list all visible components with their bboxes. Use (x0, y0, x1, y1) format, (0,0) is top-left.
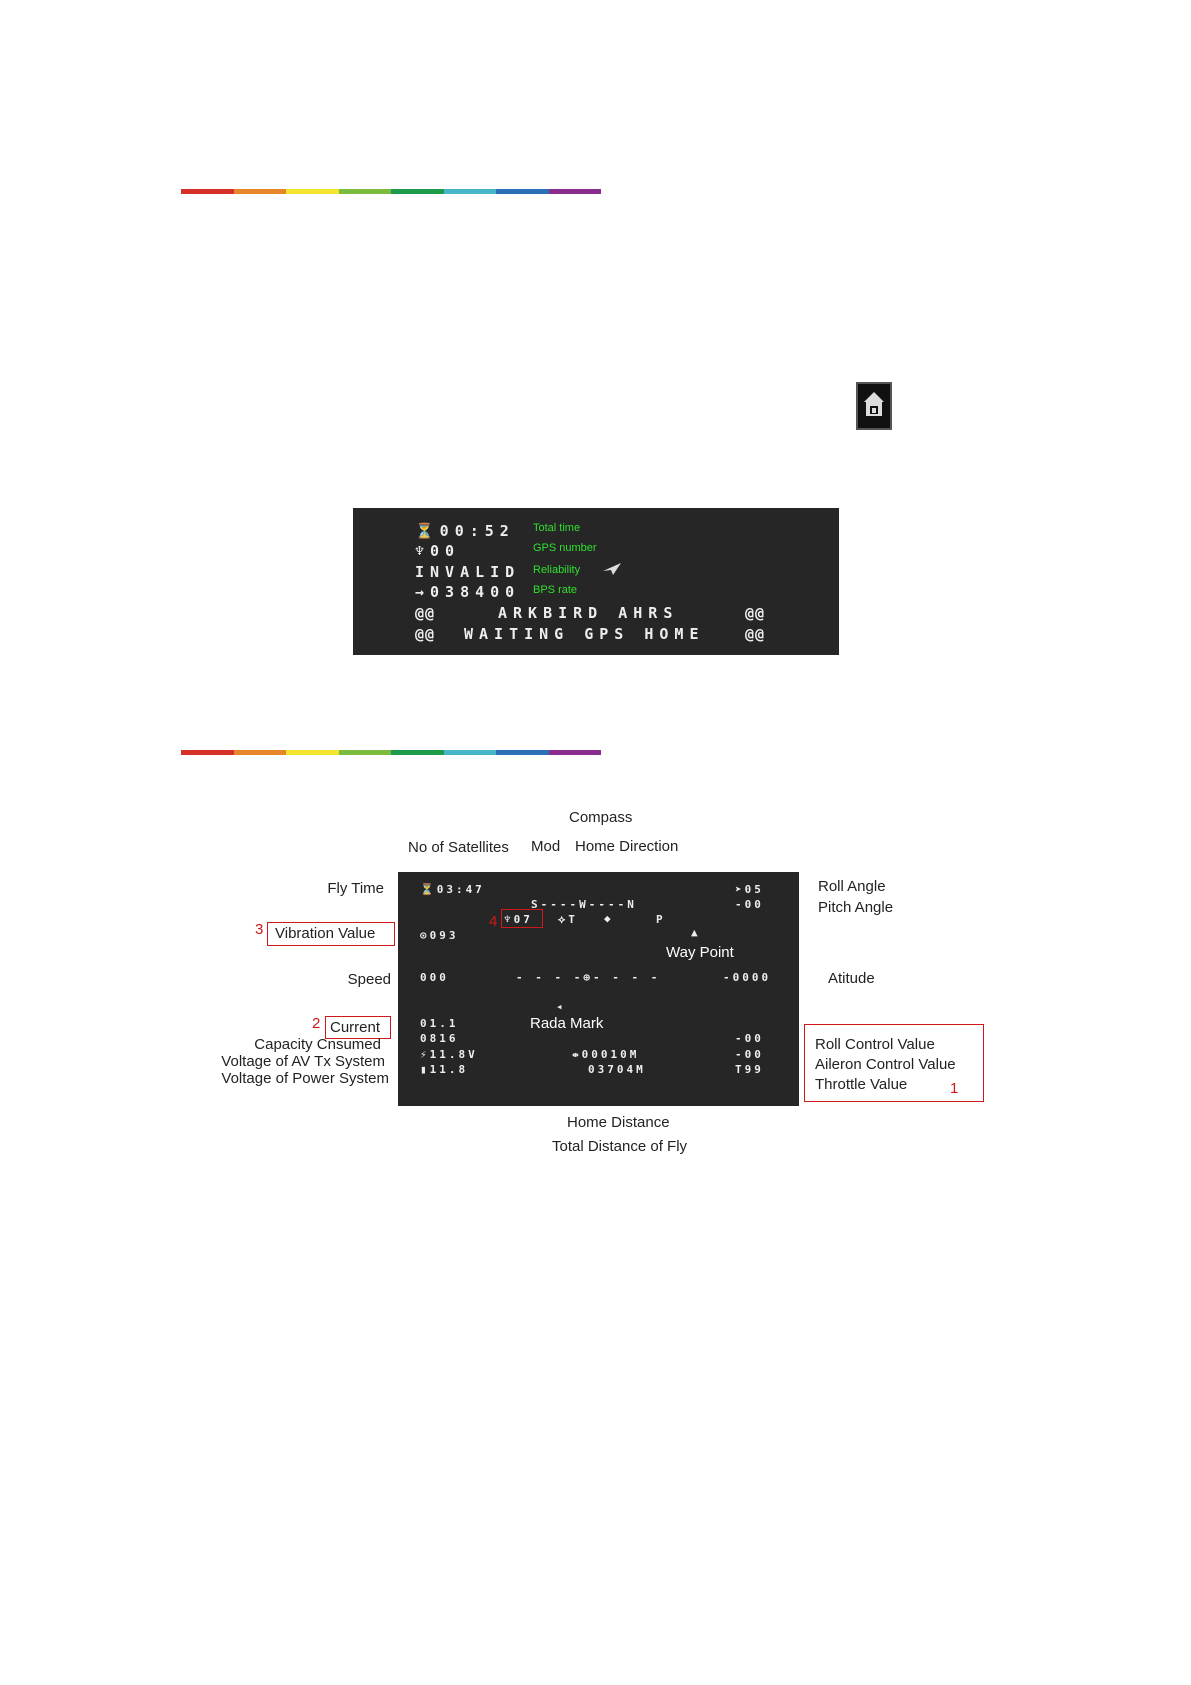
home-direction-label: Home Direction (575, 838, 679, 855)
marker-3: 3 (255, 921, 264, 938)
speed-value: 000 (420, 971, 449, 984)
reliability-value: INVALID (415, 563, 521, 581)
rainbow-segment (234, 189, 287, 194)
fly-time-label: Fly Time (327, 880, 384, 897)
pitch-value: -00 (735, 898, 764, 911)
roll-angle-label: Roll Angle (818, 878, 886, 895)
current-label: Current (330, 1019, 381, 1036)
speed-label: Speed (347, 971, 391, 988)
rainbow-segment (549, 189, 602, 194)
rainbow-segment (339, 189, 392, 194)
roll-control-value: -00 (735, 1032, 764, 1045)
capacity-value: 0816 (420, 1032, 459, 1045)
roll-control-label: Roll Control Value (815, 1036, 935, 1053)
av-voltage-value: ⚡11.8V (420, 1048, 478, 1061)
rainbow-segment (391, 189, 444, 194)
total-time-caption: Total time (533, 522, 581, 534)
vibration-label: Vibration Value (275, 925, 376, 942)
rainbow-segment (286, 750, 339, 755)
gps-number-value: ♆00 (415, 542, 461, 560)
altitude-value: -0000 (723, 971, 772, 984)
vibration-value: ⊙093 (420, 929, 459, 942)
home-distance-label: Home Distance (567, 1114, 670, 1131)
rainbow-segment (444, 189, 497, 194)
horizon-line: - - - -⊕- - - - (516, 971, 661, 984)
roll-value: ➤05 (735, 883, 764, 896)
rainbow-segment (496, 750, 549, 755)
rainbow-segment (444, 750, 497, 755)
rainbow-segment (339, 750, 392, 755)
rada-mark-symbol: ◂ (556, 1000, 566, 1013)
total-time-value: ⏳00:52 (415, 522, 515, 540)
home-icon (856, 382, 892, 430)
waypoint-marker: ▲ (691, 926, 701, 939)
rainbow-divider (181, 189, 601, 194)
bps-rate-value: →038400 (415, 583, 521, 601)
av-voltage-label: Voltage of AV Tx System (221, 1053, 385, 1070)
rainbow-divider (181, 750, 601, 755)
current-value: 01.1 (420, 1017, 459, 1030)
corner-mark: @@ (415, 604, 436, 622)
throttle-value: T99 (735, 1063, 764, 1076)
marker-2: 2 (312, 1015, 321, 1032)
osd-flight-screen (398, 872, 799, 1106)
rainbow-segment (181, 189, 234, 194)
marker-1: 1 (950, 1080, 959, 1097)
rainbow-segment (181, 750, 234, 755)
arkbird-title: ARKBIRD AHRS (498, 604, 679, 622)
aileron-control-value: -00 (735, 1048, 764, 1061)
corner-mark: @@ (415, 625, 436, 643)
power-voltage-value: ▮11.8 (420, 1063, 469, 1076)
p-marker: P (656, 913, 666, 926)
mode-value: ⟡T (558, 913, 578, 926)
total-distance-value: 03704M (588, 1063, 646, 1076)
throttle-label: Throttle Value (815, 1076, 908, 1093)
total-distance-label: Total Distance of Fly (552, 1138, 688, 1155)
way-point-caption: Way Point (666, 944, 734, 961)
gps-number-caption: GPS number (533, 542, 597, 554)
mod-label: Mod (531, 838, 561, 855)
rainbow-segment (391, 750, 444, 755)
pitch-angle-label: Pitch Angle (818, 899, 894, 916)
corner-mark: @@ (745, 625, 766, 643)
corner-mark: @@ (745, 604, 766, 622)
satellites-label: No of Satellites (408, 839, 509, 856)
fly-time-value: ⏳03:47 (420, 883, 485, 896)
marker-4: 4 (489, 913, 498, 930)
waiting-status: WAITING GPS HOME (464, 625, 705, 643)
aileron-control-label: Aileron Control Value (815, 1056, 956, 1073)
compass-label: Compass (569, 809, 633, 826)
home-distance-value: ⇹00010M (572, 1048, 640, 1061)
bps-rate-caption: BPS rate (533, 584, 578, 596)
rada-mark-caption: Rada Mark (530, 1015, 604, 1032)
rainbow-segment (496, 189, 549, 194)
rainbow-segment (234, 750, 287, 755)
satellites-value: ♆07 (504, 913, 533, 926)
rainbow-segment (286, 189, 339, 194)
rainbow-segment (549, 750, 602, 755)
altitude-label: Atitude (828, 970, 875, 987)
home-direction-marker: ◆ (604, 912, 614, 925)
compass-strip: S----W----N (531, 898, 637, 911)
plane-icon (603, 563, 621, 575)
osd-startup-screen (353, 508, 839, 655)
reliability-caption: Reliability (533, 564, 581, 576)
power-voltage-label: Voltage of Power System (221, 1070, 389, 1087)
capacity-label: Capacity Cnsumed (254, 1036, 381, 1053)
